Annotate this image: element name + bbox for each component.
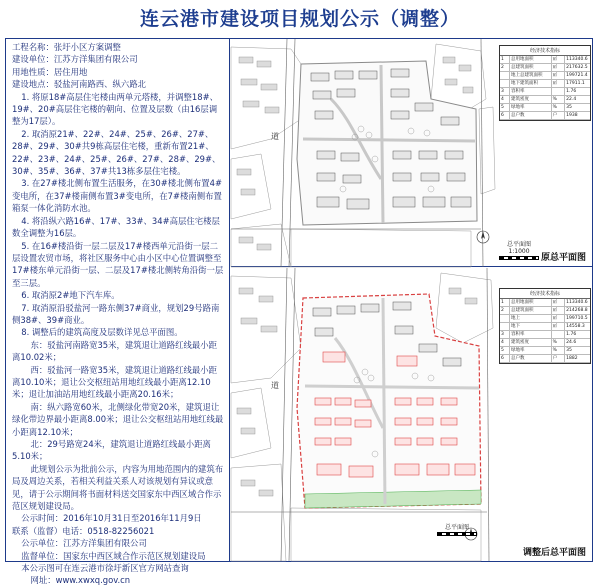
indicator-cell: 214268.8	[566, 308, 588, 313]
indicator-cell: 1.76	[566, 89, 577, 94]
indicator-cell: 24.6	[566, 340, 577, 345]
indicator-cell: 建筑密度	[510, 96, 552, 103]
distance-west: 西：驳盐河一路宽35米，建筑退让道路红线最小距离10.10米；退让公交枢纽站用地红线最小距离12.10米；退让加油站用地红线最小距离20.16米；	[12, 364, 217, 400]
item-4: 4. 将沿纵六路16#、17#、33#、34#高层住宅楼层数全调整为16层。	[12, 215, 220, 239]
indicator-row	[500, 307, 590, 315]
adjusted-site-plan	[231, 268, 592, 561]
indicator-row	[500, 104, 590, 112]
indicator-cell: ㎡	[552, 72, 566, 79]
indicator-cell: 14558.3	[566, 324, 585, 329]
indicator-cell: 3	[500, 88, 510, 95]
indicator-cell: ㎡	[552, 299, 566, 306]
project-name: 工程名称：张圩小区方案调整	[12, 42, 121, 52]
indicator-header: 经济技术指标	[500, 46, 590, 56]
indicator-row	[500, 331, 590, 339]
indicator-cell: 199721.4	[566, 73, 588, 78]
item-8: 8. 调整后的建筑高度及层数详见总平面图。	[21, 327, 183, 338]
indicator-cell: ㎡	[552, 80, 566, 87]
indicator-cell: 5	[500, 347, 510, 354]
indicator-row	[500, 80, 590, 88]
indicator-header: 经济技术指标	[500, 289, 590, 299]
adjusted-indicator-table	[499, 288, 591, 364]
indicator-cell: ㎡	[552, 323, 566, 330]
indicator-cell	[500, 80, 510, 87]
indicator-cell: 113340.6	[566, 300, 588, 305]
indicator-cell: %	[552, 96, 566, 103]
indicator-cell: 户	[552, 112, 566, 119]
indicator-cell: 4	[500, 339, 510, 346]
distance-south: 南：纵六路宽60米，北侧绿化带宽20米，建筑退让绿化带边界最小距离8.00米；退让公交枢纽站用地红线最小距离12.10米；	[12, 401, 224, 437]
indicator-cell: 总户数	[510, 355, 552, 362]
item-7: 7. 取消原沿驳盐河一路东侧37#商业，规划29号路南侧38#、39#商业。	[12, 302, 220, 325]
indicator-cell: 35	[566, 105, 572, 110]
original-site-plan	[231, 39, 592, 267]
indicator-cell: 建筑密度	[510, 339, 552, 346]
indicator-cell	[500, 315, 510, 322]
road-label: 道	[271, 132, 279, 141]
indicator-cell: 地下建筑面积	[510, 80, 552, 87]
indicator-row	[500, 96, 590, 104]
indicator-row	[500, 72, 590, 80]
item-6: 6. 取消原2#地下汽车库。	[21, 290, 120, 301]
indicator-cell	[552, 331, 566, 338]
indicator-cell: 17911.1	[566, 81, 585, 86]
indicator-row	[500, 112, 590, 120]
location: 建设地点：驳盐河南路西、纵六路北	[12, 79, 146, 90]
indicator-cell: ㎡	[552, 64, 566, 71]
indicator-cell: ㎡	[552, 56, 566, 63]
indicator-cell: 绿地率	[510, 104, 552, 111]
indicator-cell: ㎡	[552, 307, 566, 314]
indicator-cell: 1882	[566, 356, 578, 361]
indicator-cell: ㎡	[552, 315, 566, 322]
publishing-unit: 公示单位：江苏方洋集团有限公司	[21, 538, 147, 549]
item-5: 5. 在16#楼沿街一层二层及17#楼西单元沿街一层二层设置农贸市场，将社区服务中心由小区中心位置调整至17#楼东单元沿街一层、二层及17#楼北侧转角沿街一层至三层。	[12, 240, 224, 288]
indicator-cell: %	[552, 347, 566, 354]
indicator-cell: 35	[566, 348, 572, 353]
distance-north: 北：29号路宽24米，建筑退让道路红线最小距离5.10米；	[12, 439, 211, 462]
notice-period: 公示时间：2016年10月31日至2016年11月9日	[21, 513, 202, 524]
website-url[interactable]: 网址：www.xwxq.gov.cn	[30, 575, 131, 586]
plan-scale: 总平面图 1:1000	[499, 239, 539, 260]
indicator-cell: 1	[500, 56, 510, 63]
indicator-cell: 4	[500, 96, 510, 103]
indicator-cell: 217632.5	[566, 65, 588, 70]
indicator-cell: 6	[500, 112, 510, 119]
indicator-cell: 2	[500, 64, 510, 71]
indicator-cell: 总用地面积	[510, 56, 552, 63]
indicator-row	[500, 64, 590, 72]
indicator-cell: 5	[500, 104, 510, 111]
indicator-cell: 1.76	[566, 332, 577, 337]
item-1: 1. 将原18#高层住宅楼由两单元塔楼，并调整18#、19#、20#高层住宅楼的朝向、位置及层数（由16层调整为17层）。	[12, 91, 218, 127]
indicator-row	[500, 299, 590, 307]
original-plan-caption: 原总平面图	[540, 253, 586, 263]
indicator-cell: 2	[500, 307, 510, 314]
website-note: 本公示图可在连云港市徐圩新区官方网站查询	[21, 563, 189, 574]
road-label: 道	[271, 381, 279, 390]
indicator-cell: 199710.5	[566, 316, 588, 321]
indicator-row	[500, 323, 590, 331]
indicator-cell	[552, 88, 566, 95]
indicator-cell: %	[552, 104, 566, 111]
indicator-cell: 1938	[566, 113, 578, 118]
indicator-cell: 总建筑面积	[510, 64, 552, 71]
indicator-cell: %	[552, 339, 566, 346]
land-use: 用地性质：居住用地	[12, 66, 88, 77]
builder: 建设单位：江苏方洋集团有限公司	[12, 54, 138, 65]
indicator-cell: 1	[500, 299, 510, 306]
supervising-unit: 监督单位：国家东中西区域合作示范区规划建设局	[21, 550, 206, 561]
indicator-cell: 22.4	[566, 97, 577, 102]
plan-scale: 总平面图	[437, 522, 477, 536]
indicator-cell: 容积率	[510, 88, 552, 95]
indicator-row	[500, 339, 590, 347]
page-title: 连云港市建设项目规划公示（调整）	[139, 8, 460, 30]
indicator-cell: 6	[500, 355, 510, 362]
indicator-cell: 容积率	[510, 331, 552, 338]
indicator-row	[500, 355, 590, 363]
indicator-cell	[500, 72, 510, 79]
indicator-cell: 总建筑面积	[510, 307, 552, 314]
notice-text	[6, 39, 230, 586]
indicator-cell: 113340.6	[566, 57, 588, 62]
indicator-cell: 3	[500, 331, 510, 338]
indicator-row	[500, 315, 590, 323]
indicator-cell: 绿地率	[510, 347, 552, 354]
indicator-cell: 户	[552, 355, 566, 362]
adjusted-plan-caption: 调整后总平面图	[522, 548, 586, 558]
distance-east: 东：驳盐河南路宽35米，建筑退让道路红线最小距离10.02米；	[12, 339, 217, 363]
item-3: 3. 在27#楼北侧布置生活服务，在30#楼北侧布置4#变电所，在37#楼南侧布置3#变电所，在7#楼南侧布置箱泵一体化消防水池。	[12, 178, 222, 214]
indicator-row	[500, 56, 590, 64]
item-2: 2. 取消原21#、22#、24#、25#、26#、27#、28#、29#、30#共9栋高层住宅楼，重新布置21#、22#、23#、24#、25#、26#、27#、28#、29#、30#、35#、36#、37#共13栋多层住宅楼。	[12, 128, 221, 177]
indicator-cell: 地上总建筑面积	[510, 72, 552, 79]
indicator-row	[500, 88, 590, 96]
notice-paragraph: 此规划公示为批前公示，内容为用地范围内的建筑布局及周边关系，若相关利益关系人对该规划有异议或意见，请于公示期间将书面材料送交国家东中西区域合作示范区规划建设局。	[12, 463, 224, 512]
indicator-cell	[500, 323, 510, 330]
original-indicator-table	[499, 45, 591, 121]
indicator-cell: 地下	[510, 323, 552, 330]
indicator-cell: 总户数	[510, 112, 552, 119]
indicator-cell: 地上	[510, 315, 552, 322]
indicator-cell: 总用地面积	[510, 299, 552, 306]
indicator-row	[500, 347, 590, 355]
contact-phone: 联系（监督）电话：0518-82256021	[12, 525, 155, 536]
